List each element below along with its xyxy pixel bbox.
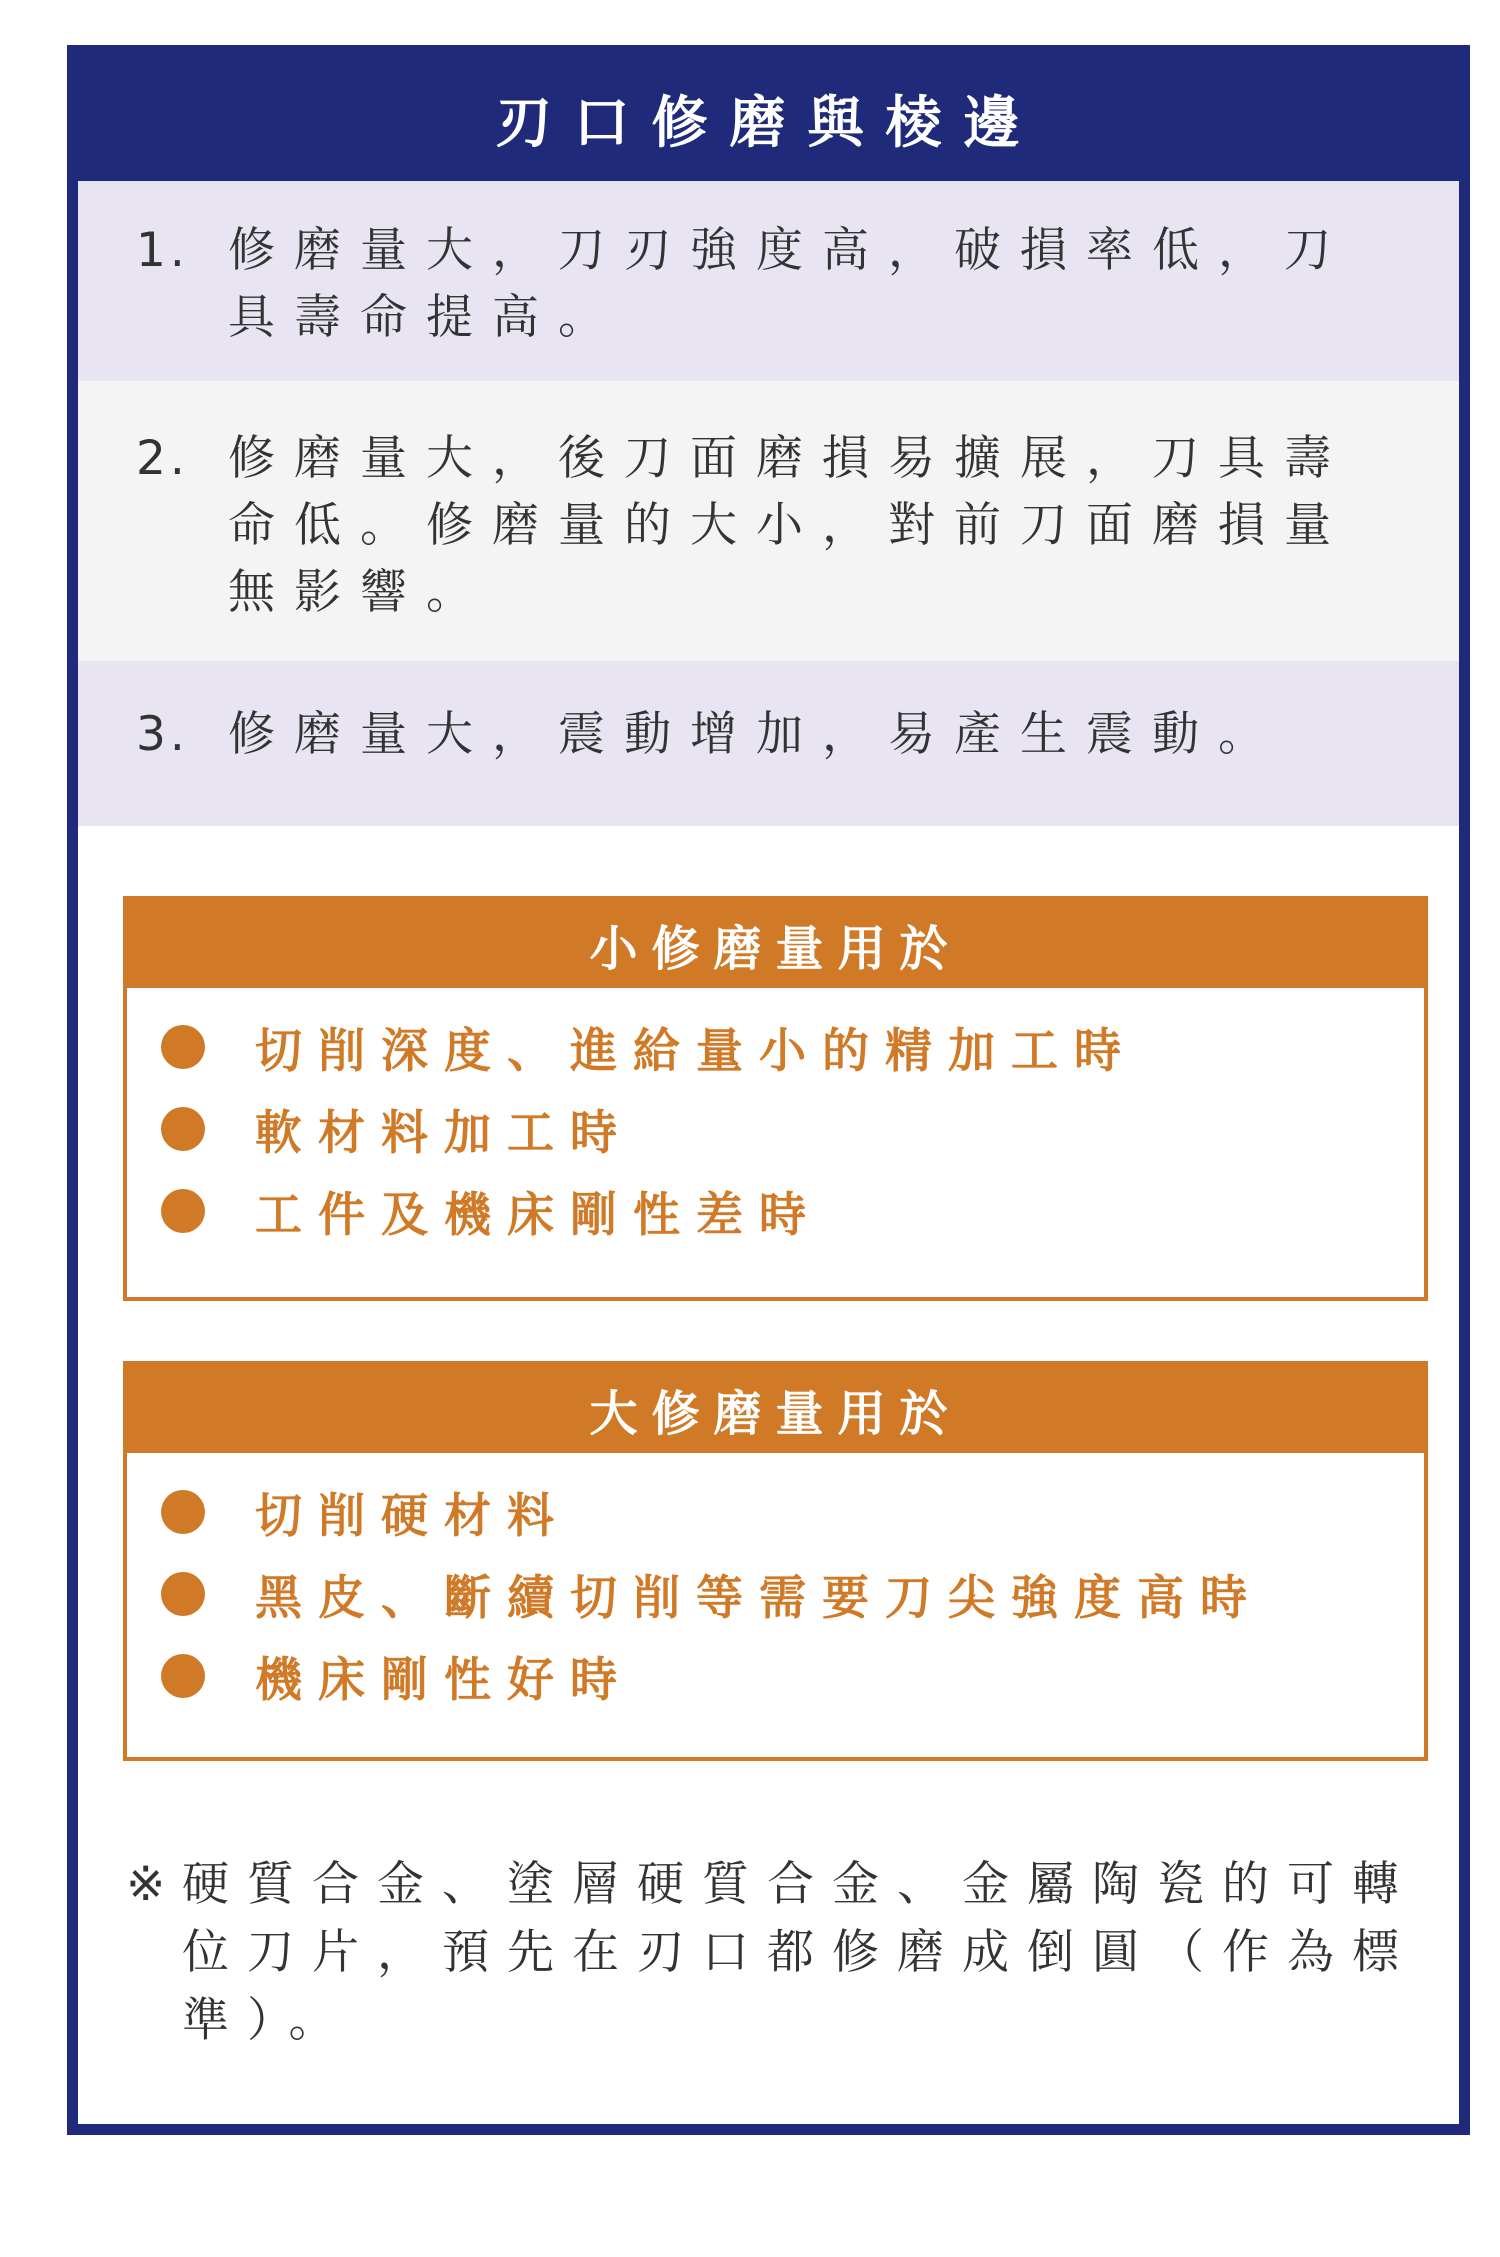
bullet-item xyxy=(127,1553,1424,1635)
footnote-text: 硬質合金、塗層硬質合金、金屬陶瓷的可轉位刀片，預先在刃口都修磨成倒圓（作為標準）。 xyxy=(182,1857,1417,2048)
content-frame xyxy=(67,45,1470,2135)
bullet-text: 切削深度、進給量小的精加工時 xyxy=(255,1023,1137,1079)
page-title: 刃口修磨與棱邊 xyxy=(78,56,1459,181)
bullet-item xyxy=(127,1170,1424,1252)
bullet-text: 軟材料加工時 xyxy=(255,1105,633,1161)
footnote xyxy=(126,1851,1446,2055)
bullet-dot-icon xyxy=(161,1025,205,1069)
bullet-dot-icon xyxy=(161,1490,205,1534)
bullet-dot-icon xyxy=(161,1107,205,1151)
list-item xyxy=(78,181,1459,381)
list-item xyxy=(78,661,1459,826)
item-number: 1. xyxy=(136,223,189,278)
item-text: 修磨量大，震動增加，易產生震動。 xyxy=(228,707,1284,762)
bullet-item xyxy=(127,1471,1424,1553)
large-honing-box xyxy=(123,1361,1428,1761)
bullet-text: 黑皮、斷續切削等需要刀尖強度高時 xyxy=(255,1570,1263,1626)
item-text: 修磨量大，後刀面磨損易擴展，刀具壽命低。修磨量的大小，對前刀面磨損量無影響。 xyxy=(228,431,1350,620)
bullet-text: 機床剛性好時 xyxy=(255,1652,633,1708)
small-honing-box xyxy=(123,896,1428,1301)
bullet-item xyxy=(127,1635,1424,1717)
bullet-item xyxy=(127,1006,1424,1088)
box-heading: 大修磨量用於 xyxy=(127,1365,1424,1453)
list-item xyxy=(78,381,1459,661)
item-text: 修磨量大，刀刃強度高，破損率低，刀具壽命提高。 xyxy=(228,223,1350,345)
item-number: 2. xyxy=(136,431,189,486)
item-number: 3. xyxy=(136,707,189,762)
bullet-text: 工件及機床剛性差時 xyxy=(255,1187,822,1243)
reference-mark-icon: ※ xyxy=(126,1857,166,1912)
bullet-dot-icon xyxy=(161,1572,205,1616)
box-heading: 小修磨量用於 xyxy=(127,900,1424,988)
bullet-list xyxy=(127,1453,1424,1717)
bullet-list xyxy=(127,988,1424,1252)
bullet-item xyxy=(127,1088,1424,1170)
bullet-text: 切削硬材料 xyxy=(255,1488,570,1544)
bullet-dot-icon xyxy=(161,1654,205,1698)
bullet-dot-icon xyxy=(161,1189,205,1233)
